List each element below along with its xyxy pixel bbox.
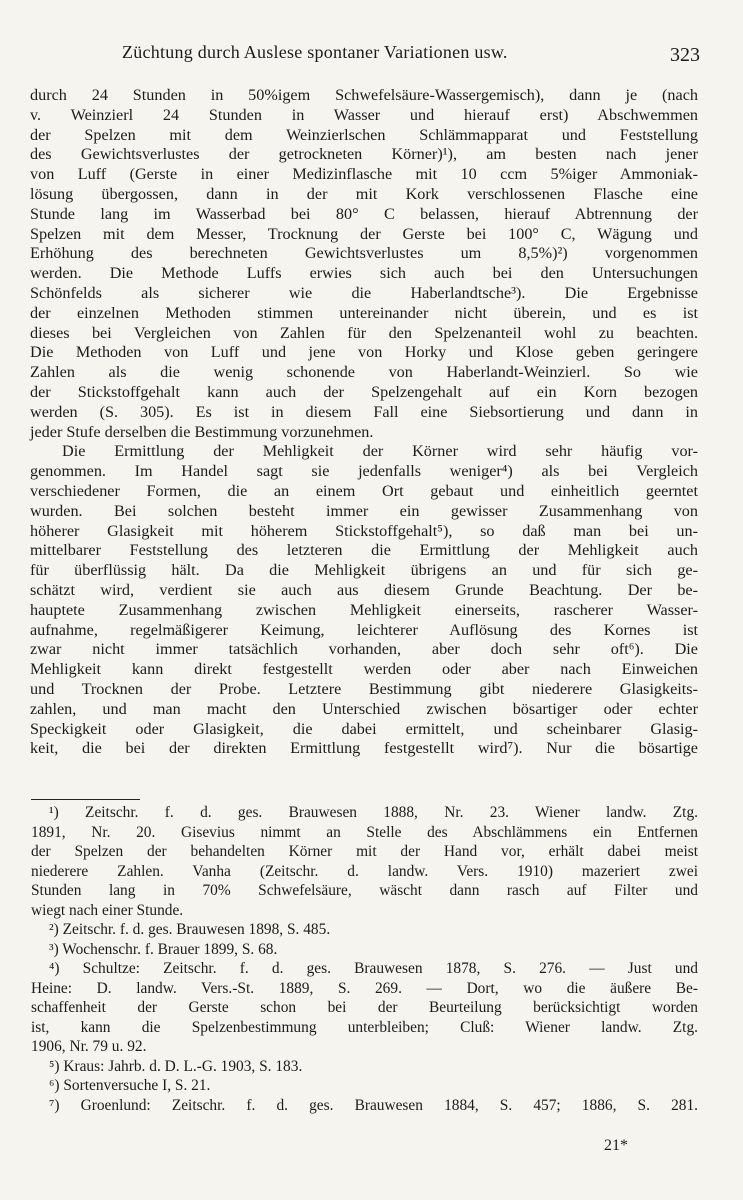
footnote-divider [31, 799, 140, 800]
text-line: lösung übergossen, dann in der mit Kork verschlossenen Flasche eine [30, 184, 698, 203]
text-line: keit, die bei der direkten Ermittlung festgestellt wird⁷). Nur die bösartige [30, 739, 698, 758]
footnote-line: ³) Wochenschr. f. Brauer 1899, S. 68. [49, 940, 278, 958]
text-line: Schönfelds als sicherer wie die Haberlandtsche³). Die Ergebnisse [30, 283, 698, 302]
text-line: Stunde lang im Wasserbad bei 80° C belassen, hierauf Abtrennung der [30, 204, 698, 223]
footnote-line: Stunden lang in 70% Schwefelsäure, wäscht dann rasch auf Filter und [31, 882, 698, 899]
text-line: jeder Stufe derselben die Bestimmung vorzunehmen. [30, 422, 374, 441]
text-line: mittelbarer Feststellung des letzteren die Ermittlung der Mehligkeit auch [30, 541, 698, 560]
footnote-line: schaffenheit der Gerste schon bei der Beurteilung berücksichtigt worden [31, 999, 698, 1016]
text-line: zwar nicht immer tatsächlich vorhanden, aber doch sehr oft⁶). Die [30, 640, 698, 659]
text-line: Spelzen mit dem Messer, Trocknung der Gerste bei 100° C, Wägung und [30, 224, 698, 243]
footnote-line: niederere Zahlen. Vanha (Zeitschr. d. landw. Vers. 1910) mazeriert zwei [31, 862, 698, 880]
footnote-line: ⁵) Kraus: Jahrb. d. D. L.-G. 1903, S. 183. [49, 1057, 303, 1075]
footnote-line: ⁶) Sortenversuche I, S. 21. [49, 1077, 211, 1094]
text-line: werden. Die Methode Luffs erwies sich auch bei den Untersuchungen [30, 264, 698, 283]
text-line: Speckigkeit oder Glasigkeit, die dabei ermittelt, und scheinbarer Glasig- [30, 719, 698, 738]
text-line: werden (S. 305). Es ist in diesem Fall eine Siebsortierung und dann in [30, 402, 698, 421]
signature-mark: 21* [604, 1137, 628, 1154]
footnotes [31, 803, 698, 1115]
footnote-line: ⁴) Schultze: Zeitschr. f. d. ges. Brauwesen 1878, S. 276. — Just und [49, 960, 698, 977]
text-line: der Spelzen mit dem Weinzierlschen Schlämmapparat und Feststellung [30, 125, 698, 144]
text-line: höherer Glasigkeit mit höherem Stickstoffgehalt⁵), so daß man bei un- [30, 521, 698, 540]
text-line: Erhöhung des berechneten Gewichtsverlustes um 8,5%)²) vorgenommen [30, 244, 698, 263]
footnote-line: ist, kann die Spelzenbestimmung unterbleiben; Cluß: Wiener landw. Ztg. [31, 1018, 698, 1036]
text-line: des Gewichtsverlustes der getrockneten Körner)¹), am besten nach jener [30, 145, 698, 164]
text-line: Zahlen als die wenig schonende von Haberlandt-Weinzierl. So wie [30, 363, 698, 382]
text-line: von Luff (Gerste in einer Medizinflasche mit 10 ccm 5%iger Ammoniak- [30, 165, 698, 184]
body-text [30, 86, 698, 759]
text-line: der Stickstoffgehalt kann auch der Spelzengehalt auf ein Korn bezogen [30, 382, 698, 401]
footnote-line: wiegt nach einer Stunde. [31, 901, 184, 919]
text-line: zahlen, und man macht den Unterschied zwischen bösartiger oder echter [30, 699, 698, 718]
page-number: 323 [670, 44, 700, 66]
text-line: wurden. Bei solchen besteht immer ein gewisser Zusammenhang von [30, 501, 698, 520]
running-head: Züchtung durch Auslese spontaner Variationen usw. [122, 42, 508, 62]
text-line: Die Ermittlung der Mehligkeit der Körner wird sehr häufig vor- [62, 442, 698, 461]
text-line: Mehligkeit kann direkt festgestellt werden oder aber nach Einweichen [30, 660, 698, 679]
footnote-line: Heine: D. landw. Vers.-St. 1889, S. 269. — Dort, wo die äußere Be- [31, 979, 698, 997]
text-line: aufnahme, regelmäßigerer Keimung, leichterer Auflösung des Kornes ist [30, 620, 698, 639]
footnote-line: ²) Zeitschr. f. d. ges. Brauwesen 1898, S. 485. [49, 921, 331, 938]
text-line: für überflüssig hält. Da die Mehligkeit übrigens an und für sich ge- [30, 561, 698, 580]
text-line: dieses bei Vergleichen von Zahlen für den Spelzenanteil wohl zu beachten. [30, 323, 698, 342]
text-line: verschiedener Formen, die an einem Ort gebaut und einheitlich geerntet [30, 481, 698, 500]
text-line: der einzelnen Methoden stimmen untereinander nicht überein, und es ist [30, 303, 698, 322]
footnote-line: ⁷) Groenlund: Zeitschr. f. d. ges. Brauwesen 1884, S. 457; 1886, S. 281. [49, 1096, 698, 1114]
text-line: schätzt wird, verdient sie auch aus diesem Grunde Beachtung. Der be- [30, 580, 698, 599]
footnote-line: 1906, Nr. 79 u. 92. [31, 1038, 147, 1055]
page-header [28, 42, 700, 70]
text-line: Die Methoden von Luff und jene von Horky und Klose geben geringere [30, 343, 698, 362]
text-line: und Trocknen der Probe. Letztere Bestimmung gibt niederere Glasigkeits- [30, 679, 698, 698]
text-line: hauptete Zusammenhang zwischen Mehligkeit einerseits, rascherer Wasser- [30, 600, 698, 619]
text-line: v. Weinzierl 24 Stunden in Wasser und hierauf erst) Abschwemmen [30, 105, 698, 124]
text-line: durch 24 Stunden in 50%igem Schwefelsäure-Wassergemisch), dann je (nach [30, 86, 698, 104]
footnote-line: der Spelzen der behandelten Körner mit der Hand vor, erhält dabei meist [31, 843, 698, 860]
footnote-line: ¹) Zeitschr. f. d. ges. Brauwesen 1888, Nr. 23. Wiener landw. Ztg. [49, 804, 698, 821]
footnote-line: 1891, Nr. 20. Gisevius nimmt an Stelle des Abschlämmens ein Entfernen [31, 823, 698, 841]
text-line: genommen. Im Handel sagt sie jedenfalls weniger⁴) als bei Vergleich [30, 462, 698, 481]
